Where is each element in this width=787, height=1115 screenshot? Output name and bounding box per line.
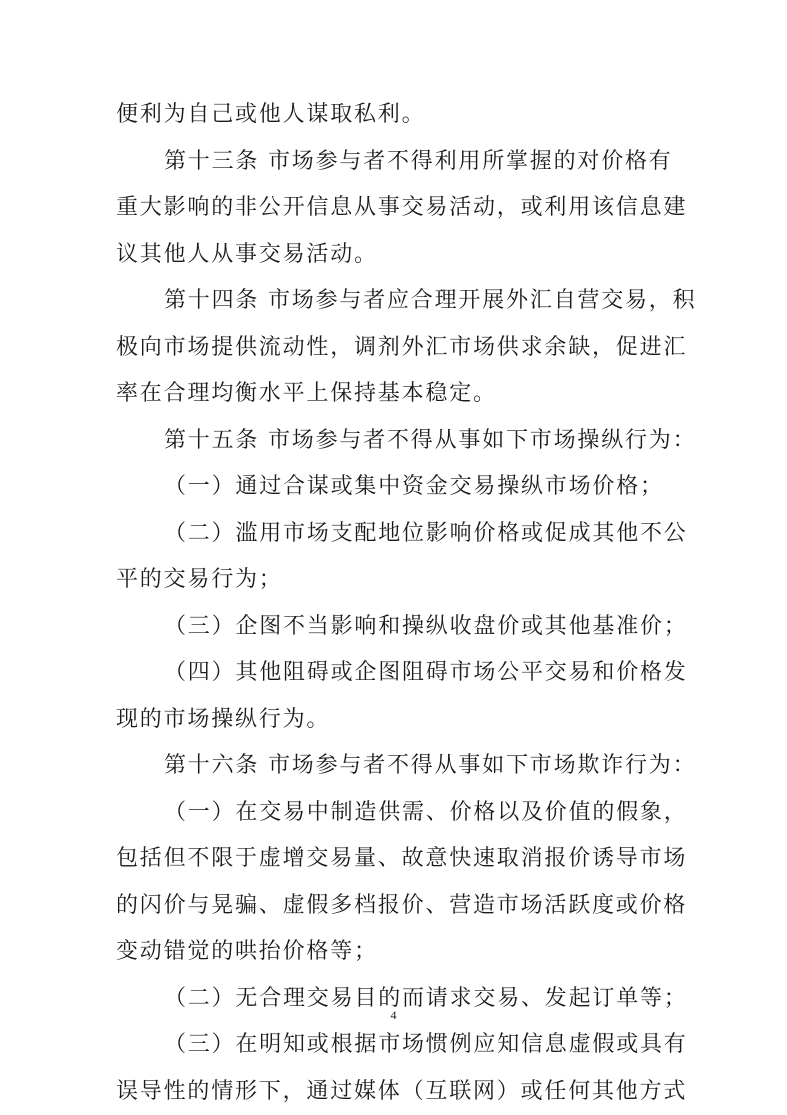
- text-line: 议其他人从事交易活动。: [116, 232, 682, 279]
- text-line: 第十三条 市场参与者不得利用所掌握的对价格有: [116, 139, 682, 186]
- text-line: 现的市场操纵行为。: [116, 697, 682, 744]
- text-line: （二）无合理交易目的而请求交易、发起订单等；: [116, 976, 682, 1023]
- text-line: 重大影响的非公开信息从事交易活动，或利用该信息建: [116, 185, 682, 232]
- text-line: （二）滥用市场支配地位影响价格或促成其他不公: [116, 511, 682, 558]
- text-line: （三）企图不当影响和操纵收盘价或其他基准价；: [116, 604, 682, 651]
- text-line: 包括但不限于虚增交易量、故意快速取消报价诱导市场: [116, 836, 682, 883]
- text-line: 便利为自己或他人谋取私利。: [116, 92, 682, 139]
- text-line: （一）在交易中制造供需、价格以及价值的假象，: [116, 790, 682, 837]
- text-line: 的闪价与晃骗、虚假多档报价、营造市场活跃度或价格: [116, 883, 682, 930]
- text-line: 误导性的情形下，通过媒体（互联网）或任何其他方式: [116, 1069, 682, 1115]
- text-line: （一）通过合谋或集中资金交易操纵市场价格；: [116, 464, 682, 511]
- text-line: 率在合理均衡水平上保持基本稳定。: [116, 371, 682, 418]
- text-line: 极向市场提供流动性，调剂外汇市场供求余缺，促进汇: [116, 325, 682, 372]
- text-line: 第十六条 市场参与者不得从事如下市场欺诈行为：: [116, 743, 682, 790]
- text-line: 第十五条 市场参与者不得从事如下市场操纵行为：: [116, 418, 682, 465]
- page-number: 4: [0, 1008, 787, 1023]
- text-line: 第十四条 市场参与者应合理开展外汇自营交易，积: [116, 278, 682, 325]
- text-line: 平的交易行为；: [116, 557, 682, 604]
- document-body: [116, 92, 682, 1115]
- text-line: 变动错觉的哄抬价格等；: [116, 929, 682, 976]
- text-line: （四）其他阻碍或企图阻碍市场公平交易和价格发: [116, 650, 682, 697]
- text-line: （三）在明知或根据市场惯例应知信息虚假或具有: [116, 1022, 682, 1069]
